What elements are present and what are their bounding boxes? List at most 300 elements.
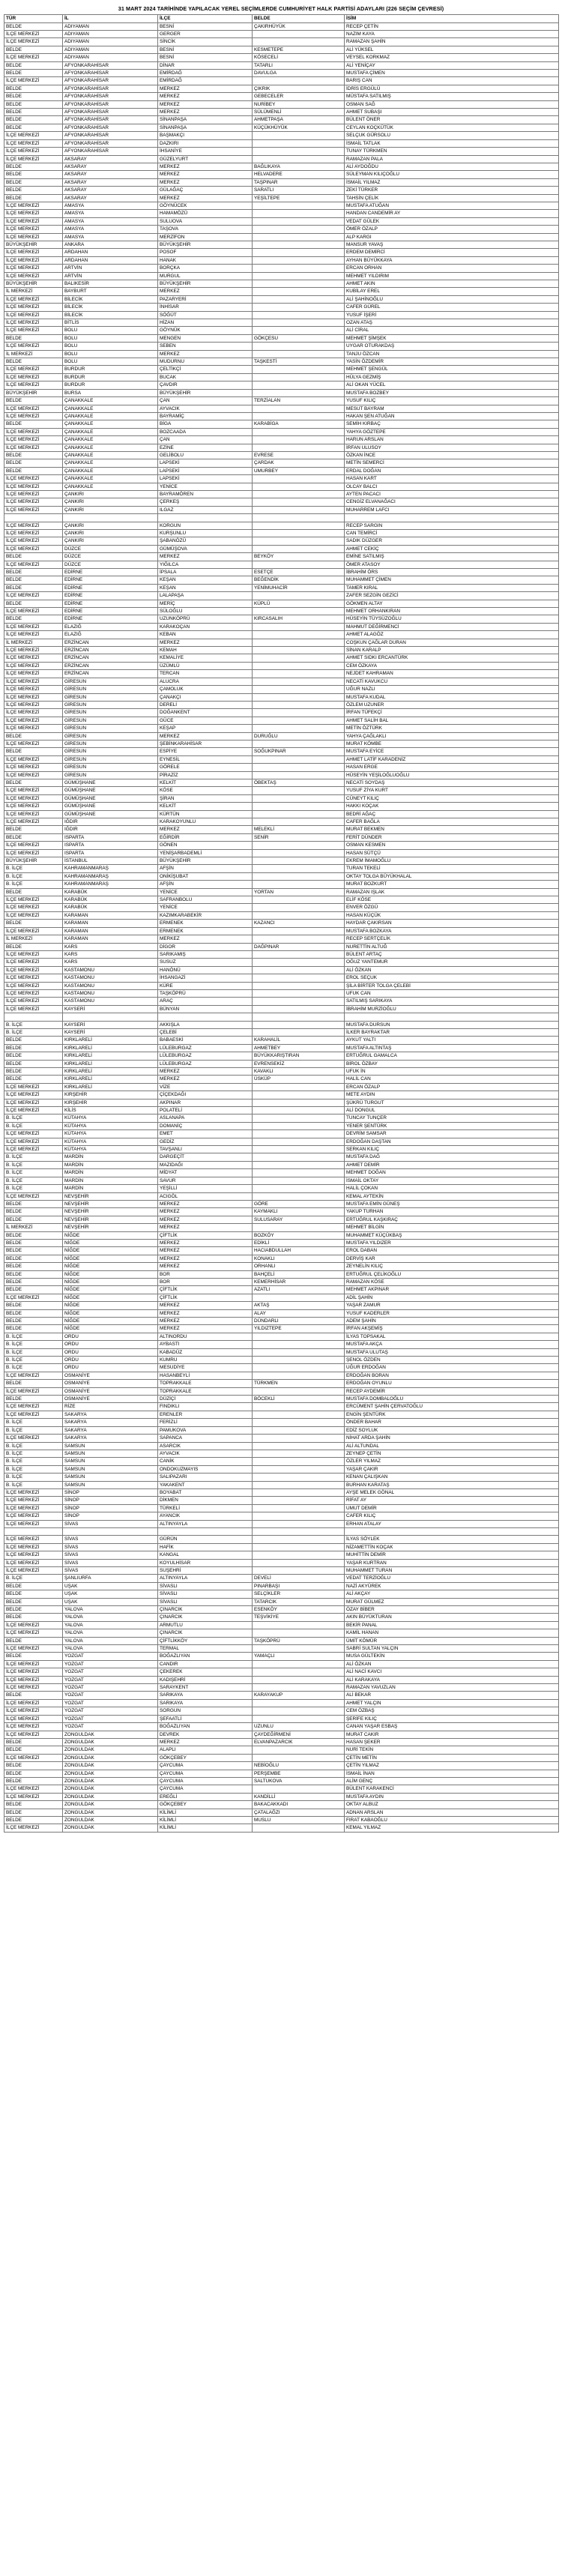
cell-town xyxy=(253,911,345,919)
table-row xyxy=(4,1122,559,1129)
cell-province: NEVŞEHİR xyxy=(63,1208,158,1216)
cell-town xyxy=(253,787,345,794)
table-row xyxy=(4,1364,559,1372)
cell-town: SELÇİKLER xyxy=(253,1590,345,1598)
table-row xyxy=(4,1380,559,1387)
table-row xyxy=(4,217,559,225)
cell-town: UMURBEY xyxy=(253,467,345,474)
cell-type: İLÇE MERKEZİ xyxy=(4,38,63,46)
table-row xyxy=(4,1488,559,1496)
cell-town xyxy=(253,1341,345,1348)
cell-candidate-name: ALİ YENİÇAY xyxy=(345,61,559,69)
cell-district: MERKEZ xyxy=(158,1208,253,1216)
cell-district: GEDİZ xyxy=(158,1138,253,1145)
cell-province: YALOVA xyxy=(63,1614,158,1621)
cell-province: SİNOP xyxy=(63,1488,158,1496)
table-row xyxy=(4,764,559,771)
cell-candidate-name: ADEM ŞAHİN xyxy=(345,1318,559,1325)
table-row xyxy=(4,233,559,241)
cell-type: BELDE xyxy=(4,1637,63,1644)
cell-type: BELDE xyxy=(4,1052,63,1060)
cell-town xyxy=(253,740,345,747)
table-row xyxy=(4,1458,559,1465)
cell-town xyxy=(253,1333,345,1340)
cell-type: İLÇE MERKEZİ xyxy=(4,927,63,935)
cell-town: DAĞPINAR xyxy=(253,943,345,950)
cell-province: YALOVA xyxy=(63,1621,158,1629)
cell-candidate-name: HALİL CAN xyxy=(345,1076,559,1083)
cell-candidate-name: HASAN KÜÇÜK xyxy=(345,911,559,919)
cell-district: ÇANAKÇI xyxy=(158,693,253,701)
table-row xyxy=(4,569,559,576)
cell-type: İLÇE MERKEZİ xyxy=(4,561,63,568)
cell-province: BURSA xyxy=(63,389,158,396)
cell-candidate-name: AKIN BÜYÜKTURAN xyxy=(345,1614,559,1621)
cell-candidate-name: BARIŞ CAN xyxy=(345,77,559,85)
cell-district: KARAKOYUNLU xyxy=(158,818,253,826)
table-row xyxy=(4,77,559,85)
cell-town: KESMETEPE xyxy=(253,46,345,53)
cell-province: GİRESUN xyxy=(63,678,158,685)
cell-town xyxy=(253,1192,345,1200)
cell-type: BELDE xyxy=(4,358,63,366)
cell-district: MERKEZ xyxy=(158,1302,253,1309)
cell-province: AFYONKARAHİSAR xyxy=(63,85,158,92)
cell-candidate-name: ZEYNEP ÇETİN xyxy=(345,1450,559,1457)
cell-type: BELDE xyxy=(4,1263,63,1270)
cell-candidate-name: TAMER KIRAL xyxy=(345,584,559,591)
cell-type: BÜYÜKŞEHİR xyxy=(4,280,63,288)
cell-town xyxy=(253,1364,345,1372)
cell-candidate-name: MEHMET BİLGİN xyxy=(345,1224,559,1231)
cell-candidate-name: SADIK DÜZGER xyxy=(345,537,559,545)
cell-type: İLÇE MERKEZİ xyxy=(4,304,63,311)
cell-province: MARDİN xyxy=(63,1185,158,1192)
cell-district: YENİCE xyxy=(158,888,253,896)
cell-province: ADIYAMAN xyxy=(63,54,158,61)
cell-candidate-name: ZAFER SEZGİN GEZİCİ xyxy=(345,592,559,600)
table-row xyxy=(4,1645,559,1653)
cell-candidate-name: AYŞE MELEK GÖNAL xyxy=(345,1488,559,1496)
table-row xyxy=(4,132,559,139)
table-row xyxy=(4,553,559,561)
cell-town: KANDİLLİ xyxy=(253,1793,345,1800)
cell-province: KARAMAN xyxy=(63,920,158,927)
cell-district: MERKEZ xyxy=(158,1325,253,1333)
cell-type: İLÇE MERKEZİ xyxy=(4,701,63,708)
cell-province: ÇANKIRI xyxy=(63,490,158,498)
table-row xyxy=(4,522,559,529)
cell-province: ERZİNCAN xyxy=(63,647,158,654)
cell-candidate-name: CANAN YAŞAR ESBAŞ xyxy=(345,1723,559,1731)
cell-town xyxy=(253,405,345,412)
cell-type: B. İLÇE xyxy=(4,1450,63,1457)
cell-type: İLÇE MERKEZİ xyxy=(4,545,63,552)
cell-town xyxy=(253,272,345,280)
cell-province: AKSARAY xyxy=(63,155,158,163)
table-row xyxy=(4,1621,559,1629)
cell-candidate-name: MEHMET YILDIRIM xyxy=(345,272,559,280)
cell-type: İLÇE MERKEZİ xyxy=(4,1403,63,1411)
cell-candidate-name: ÖZLER YILMAZ xyxy=(345,1458,559,1465)
cell-district: YENİŞARBADEMLİ xyxy=(158,849,253,857)
cell-type: İLÇE MERKEZİ xyxy=(4,678,63,685)
table-row xyxy=(4,1637,559,1644)
table-row xyxy=(4,451,559,459)
cell-type: BELDE xyxy=(4,1801,63,1809)
cell-town xyxy=(253,755,345,763)
cell-district: KAZIMKARABEKİR xyxy=(158,911,253,919)
cell-district: SARAYKENT xyxy=(158,1684,253,1692)
table-row xyxy=(4,1138,559,1145)
table-row xyxy=(4,1231,559,1239)
cell-type: İLÇE MERKEZİ xyxy=(4,959,63,966)
cell-district: MERKEZ xyxy=(158,194,253,202)
cell-province: YOZGAT xyxy=(63,1699,158,1707)
cell-type: İLÇE MERKEZİ xyxy=(4,849,63,857)
cell-district: EMET xyxy=(158,1130,253,1138)
cell-town xyxy=(253,1676,345,1683)
cell-candidate-name: HANDAN CANDEMİR AY xyxy=(345,210,559,217)
cell-district: HASANBEYLİ xyxy=(158,1372,253,1379)
cell-district: ÇAYCUMA xyxy=(158,1762,253,1770)
cell-candidate-name: RECEP SERTÇELİK xyxy=(345,935,559,943)
cell-town xyxy=(253,1746,345,1754)
cell-town: ESETÇE xyxy=(253,569,345,576)
cell-district: GELİBOLU xyxy=(158,451,253,459)
table-row xyxy=(4,592,559,600)
cell-district: CANİK xyxy=(158,1458,253,1465)
cell-candidate-name: ALİ AYDOĞDU xyxy=(345,163,559,170)
cell-province: KASTAMONU xyxy=(63,982,158,989)
cell-province: YOZGAT xyxy=(63,1653,158,1660)
table-row xyxy=(4,249,559,256)
table-row xyxy=(4,61,559,69)
cell-type: İLÇE MERKEZİ xyxy=(4,405,63,412)
cell-type: İLÇE MERKEZİ xyxy=(4,1731,63,1738)
cell-type: İLÇE MERKEZİ xyxy=(4,1192,63,1200)
cell-province: KAYSERİ xyxy=(63,1028,158,1036)
cell-type: İLÇE MERKEZİ xyxy=(4,670,63,678)
cell-town: TATARLI xyxy=(253,61,345,69)
cell-town: ÇATALAĞZI xyxy=(253,1809,345,1816)
table-row xyxy=(4,1192,559,1200)
cell-town: AHMETPAŞA xyxy=(253,116,345,124)
cell-province: ZONGULDAK xyxy=(63,1785,158,1793)
cell-province: ZONGULDAK xyxy=(63,1824,158,1832)
table-row xyxy=(4,1216,559,1223)
cell-type: B. İLÇE xyxy=(4,1177,63,1184)
cell-type: BELDE xyxy=(4,1777,63,1785)
cell-district: MERKEZ xyxy=(158,109,253,116)
cell-candidate-name: MURAT GÜLMEZ xyxy=(345,1598,559,1605)
cell-candidate-name: DERVİŞ KAR xyxy=(345,1255,559,1262)
table-row xyxy=(4,771,559,779)
cell-district: MERZİFON xyxy=(158,233,253,241)
cell-candidate-name: ÖZLEM UZUNER xyxy=(345,701,559,708)
table-row xyxy=(4,998,559,1005)
cell-type: İLÇE MERKEZİ xyxy=(4,319,63,327)
cell-town: KIRCASALIH xyxy=(253,615,345,623)
cell-province: BALIKESİR xyxy=(63,280,158,288)
cell-type: İLÇE MERKEZİ xyxy=(4,631,63,639)
cell-town xyxy=(253,522,345,529)
cell-candidate-name: HASAN SÜTÇÜ xyxy=(345,849,559,857)
table-row xyxy=(4,896,559,904)
document-page xyxy=(4,3,558,1833)
column-header-province: İL xyxy=(63,15,158,23)
cell-town xyxy=(253,210,345,217)
cell-province: SİNOP xyxy=(63,1504,158,1512)
cell-type: BELDE xyxy=(4,1606,63,1614)
cell-province: NİĞDE xyxy=(63,1286,158,1294)
cell-town xyxy=(253,623,345,630)
cell-district: BOĞAZLIYAN xyxy=(158,1653,253,1660)
cell-type: BELDE xyxy=(4,615,63,623)
table-row xyxy=(4,1021,559,1028)
table-row xyxy=(4,124,559,131)
cell-district: EYNESİL xyxy=(158,755,253,763)
cell-candidate-name: EDİZ SOYLUK xyxy=(345,1426,559,1434)
cell-district: KİLİMLİ xyxy=(158,1816,253,1824)
table-row xyxy=(4,561,559,568)
cell-district: TAŞKÖPRÜ xyxy=(158,989,253,997)
cell-town xyxy=(253,818,345,826)
cell-town xyxy=(253,1450,345,1457)
cell-province: MARDİN xyxy=(63,1153,158,1161)
cell-province: KASTAMONU xyxy=(63,974,158,982)
cell-district: VİZE xyxy=(158,1083,253,1091)
cell-type: BELDE xyxy=(4,124,63,131)
cell-town: ÇIKRIK xyxy=(253,85,345,92)
cell-town xyxy=(253,77,345,85)
table-row xyxy=(4,732,559,740)
cell-town xyxy=(253,436,345,444)
table-row xyxy=(4,1341,559,1348)
cell-district: KEŞAN xyxy=(158,576,253,584)
cell-town xyxy=(253,1372,345,1379)
cell-province: KÜTAHYA xyxy=(63,1114,158,1122)
cell-town xyxy=(253,249,345,256)
cell-candidate-name: AHMET YALÇIN xyxy=(345,1699,559,1707)
cell-town xyxy=(253,31,345,38)
cell-district xyxy=(158,1013,253,1021)
cell-district: FINDIKLI xyxy=(158,1403,253,1411)
table-row xyxy=(4,436,559,444)
cell-candidate-name: EMİNE SATILMIŞ xyxy=(345,553,559,561)
cell-type: B. İLÇE xyxy=(4,1333,63,1340)
cell-candidate-name: MUHAMMET ÇİMEN xyxy=(345,576,559,584)
cell-province: KIRKLARELİ xyxy=(63,1083,158,1091)
cell-type: BELDE xyxy=(4,1076,63,1083)
cell-candidate-name: MEHMET DOĞAN xyxy=(345,1169,559,1177)
cell-town xyxy=(253,428,345,435)
table-row xyxy=(4,989,559,997)
cell-candidate-name: HÜSEYİN TÜYSÜZOĞLU xyxy=(345,615,559,623)
cell-province: DÜZCE xyxy=(63,553,158,561)
cell-candidate-name: ENVER ÖZGÜ xyxy=(345,904,559,911)
cell-district: MERKEZ xyxy=(158,553,253,561)
cell-district: İNHİSAR xyxy=(158,304,253,311)
cell-province: ADIYAMAN xyxy=(63,38,158,46)
table-row xyxy=(4,881,559,888)
cell-province: OSMANİYE xyxy=(63,1380,158,1387)
cell-type: İLÇE MERKEZİ xyxy=(4,693,63,701)
cell-province: GİRESUN xyxy=(63,732,158,740)
cell-district: ALUCRA xyxy=(158,678,253,685)
cell-province: EDİRNE xyxy=(63,600,158,607)
table-row xyxy=(4,116,559,124)
cell-candidate-name: ALİ AKÇAY xyxy=(345,1590,559,1598)
cell-candidate-name: CAN TEMİRCİ xyxy=(345,529,559,537)
cell-type: BÜYÜKŞEHİR xyxy=(4,241,63,248)
cell-candidate-name: İBRAHİM MURZİOĞLU xyxy=(345,1005,559,1013)
cell-province: IĞDIR xyxy=(63,818,158,826)
cell-town xyxy=(253,810,345,818)
cell-type: İLÇE MERKEZİ xyxy=(4,725,63,732)
cell-town: MUSLU xyxy=(253,1816,345,1824)
cell-province: AFYONKARAHİSAR xyxy=(63,148,158,155)
cell-town: GÖKÇESU xyxy=(253,334,345,342)
cell-candidate-name: RECEP SARGIN xyxy=(345,522,559,529)
cell-province: İSTANBUL xyxy=(63,857,158,865)
table-row xyxy=(4,959,559,966)
table-row xyxy=(4,1224,559,1231)
table-row xyxy=(4,1590,559,1598)
table-row xyxy=(4,31,559,38)
cell-candidate-name: DEVRİM SAMSAR xyxy=(345,1130,559,1138)
cell-province: NİĞDE xyxy=(63,1231,158,1239)
cell-province: DÜZCE xyxy=(63,561,158,568)
cell-type: B. İLÇE xyxy=(4,1575,63,1582)
cell-province: KARAMAN xyxy=(63,927,158,935)
cell-town xyxy=(253,38,345,46)
cell-type: BELDE xyxy=(4,1216,63,1223)
cell-province: YOZGAT xyxy=(63,1707,158,1715)
table-row xyxy=(4,701,559,708)
document-title: 31 MART 2024 TARİHİNDE YAPILACAK YEREL SEÇİMLERDE CUMHURİYET HALK PARTİSİ ADAYLARI (226 SEÇİM ÇEVRESİ) xyxy=(118,5,444,12)
table-row xyxy=(4,178,559,186)
cell-town: BAĞLIKAYA xyxy=(253,163,345,170)
cell-province: GİRESUN xyxy=(63,686,158,693)
cell-province: ERZİNCAN xyxy=(63,654,158,662)
table-row xyxy=(4,226,559,233)
cell-candidate-name: YAŞAR ZAMUR xyxy=(345,1302,559,1309)
cell-district: SULUOVA xyxy=(158,217,253,225)
cell-district: MERKEZ xyxy=(158,1263,253,1270)
cell-type: İLÇE MERKEZİ xyxy=(4,1824,63,1832)
cell-candidate-name: OKTAY TOLGA BÜYÜKHALAL xyxy=(345,872,559,880)
cell-province: BİLECİK xyxy=(63,295,158,303)
cell-town: KARABİGA xyxy=(253,420,345,428)
cell-province: ÇANAKKALE xyxy=(63,412,158,420)
cell-district: HANÖNÜ xyxy=(158,966,253,974)
cell-type: İLÇE MERKEZİ xyxy=(4,77,63,85)
table-row xyxy=(4,412,559,420)
cell-district: MERKEZ xyxy=(158,1200,253,1207)
cell-town: SULUSARAY xyxy=(253,1216,345,1223)
cell-town: NURİBEY xyxy=(253,100,345,108)
cell-town xyxy=(253,1130,345,1138)
cell-province: BOLU xyxy=(63,343,158,350)
cell-candidate-name: RAMAZAN KÖSE xyxy=(345,1278,559,1285)
cell-candidate-name: NECATİ KAVUKCU xyxy=(345,678,559,685)
cell-type: İLÇE MERKEZİ xyxy=(4,155,63,163)
cell-town xyxy=(253,1684,345,1692)
cell-town: KÜÇÜKHÜYÜK xyxy=(253,124,345,131)
cell-type xyxy=(4,1527,63,1535)
cell-candidate-name: UFUK CAN xyxy=(345,989,559,997)
cell-type: İLÇE MERKEZİ xyxy=(4,966,63,974)
cell-province: KÜTAHYA xyxy=(63,1138,158,1145)
cell-type: İLÇE MERKEZİ xyxy=(4,475,63,483)
cell-province: ZONGULDAK xyxy=(63,1762,158,1770)
cell-candidate-name: ALİ DONGUL xyxy=(345,1107,559,1114)
cell-town: KAVAKLI xyxy=(253,1068,345,1076)
table-row xyxy=(4,833,559,841)
cell-candidate-name: ALİ ŞAHİNOĞLU xyxy=(345,295,559,303)
cell-candidate-name: UFUK İN xyxy=(345,1068,559,1076)
cell-candidate-name: METİN ÖZTÜRK xyxy=(345,725,559,732)
cell-town: UZUNLU xyxy=(253,1723,345,1731)
cell-type: BELDE xyxy=(4,584,63,591)
table-row xyxy=(4,966,559,974)
cell-province: NİĞDE xyxy=(63,1325,158,1333)
cell-candidate-name: ERCÜMENT ŞAHİN ÇERVATOĞLU xyxy=(345,1403,559,1411)
cell-type: BELDE xyxy=(4,1309,63,1317)
cell-district: ARMUTLU xyxy=(158,1621,253,1629)
cell-candidate-name: NİHAT ARDA ŞAHİN xyxy=(345,1435,559,1442)
cell-province: YOZGAT xyxy=(63,1660,158,1668)
cell-town xyxy=(253,343,345,350)
table-row-blank xyxy=(4,514,559,522)
cell-type: BELDE xyxy=(4,109,63,116)
cell-district: TOPRAKKALE xyxy=(158,1380,253,1387)
cell-candidate-name: MUSTAFA YILDIZER xyxy=(345,1239,559,1246)
cell-candidate-name: AHMET SALİH BAL xyxy=(345,717,559,724)
cell-district: MERKEZ xyxy=(158,1247,253,1255)
cell-district: KEMAH xyxy=(158,647,253,654)
cell-candidate-name: ZEYNELİN KILIÇ xyxy=(345,1263,559,1270)
cell-type: BELDE xyxy=(4,1302,63,1309)
cell-candidate-name: MEHMET ŞİMŞEK xyxy=(345,334,559,342)
cell-candidate-name: İSMAİL TATLAK xyxy=(345,139,559,147)
cell-province: BİTLİS xyxy=(63,319,158,327)
table-row xyxy=(4,717,559,724)
cell-province: SİVAS xyxy=(63,1551,158,1559)
cell-province: ISPARTA xyxy=(63,849,158,857)
cell-type: İLÇE MERKEZİ xyxy=(4,1488,63,1496)
cell-town: SARATLI xyxy=(253,187,345,194)
cell-town: SALTUKOVA xyxy=(253,1777,345,1785)
cell-province: BOLU xyxy=(63,350,158,358)
cell-district: BABAESKİ xyxy=(158,1037,253,1044)
table-row xyxy=(4,327,559,334)
cell-district: EREĞLİ xyxy=(158,1793,253,1800)
cell-candidate-name: YUSUF KADERLER xyxy=(345,1309,559,1317)
cell-type: BÜYÜKŞEHİR xyxy=(4,857,63,865)
table-row xyxy=(4,1270,559,1278)
cell-town xyxy=(253,1028,345,1036)
cell-type: BELDE xyxy=(4,1590,63,1598)
cell-type: İLÇE MERKEZİ xyxy=(4,265,63,272)
table-row-blank xyxy=(4,1527,559,1535)
cell-province: SİNOP xyxy=(63,1497,158,1504)
table-row xyxy=(4,1177,559,1184)
cell-town xyxy=(253,1527,345,1535)
cell-type: İLÇE MERKEZİ xyxy=(4,1387,63,1395)
table-row xyxy=(4,148,559,155)
